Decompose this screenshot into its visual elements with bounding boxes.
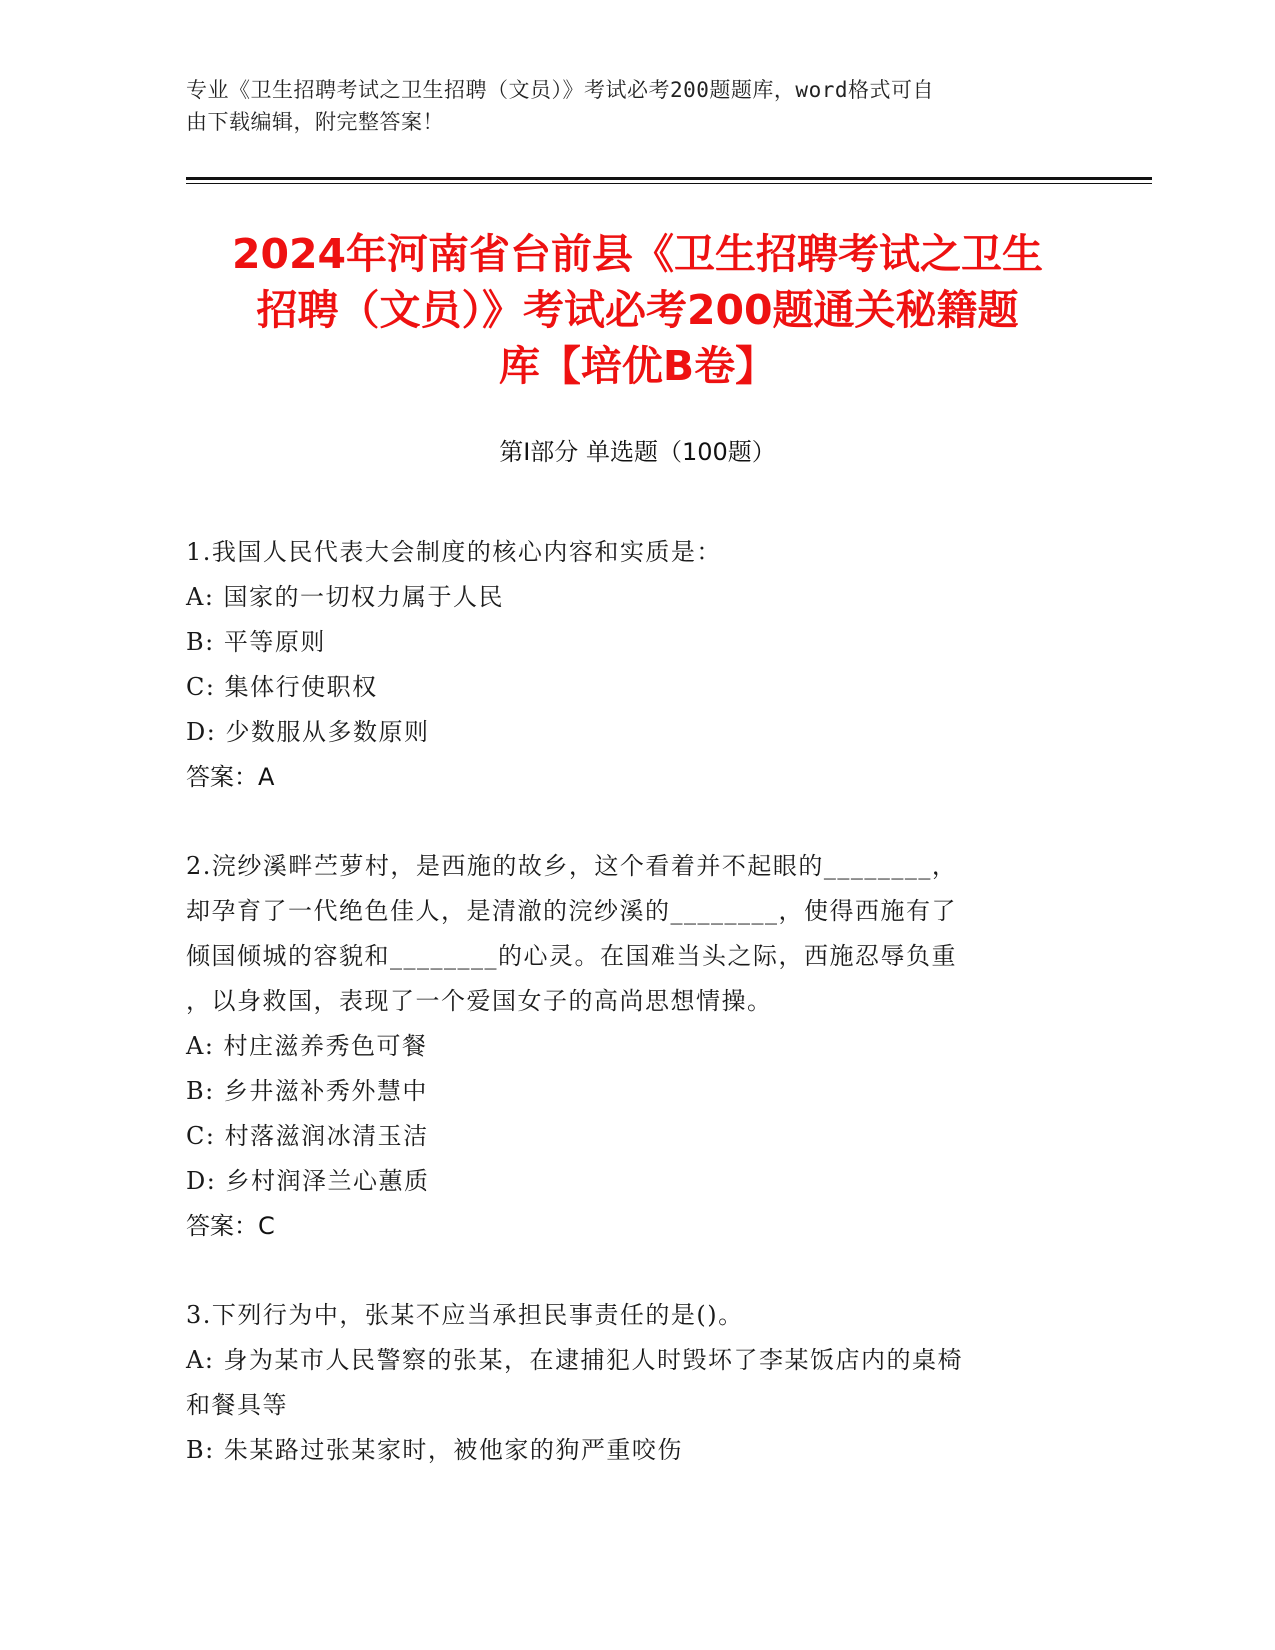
answer: 答案：A bbox=[186, 763, 275, 791]
question-stem: 1.我国人民代表大会制度的核心内容和实质是： bbox=[186, 538, 722, 566]
question-stem: 3.下列行为中，张某不应当承担民事责任的是()。 bbox=[186, 1301, 744, 1329]
document-title-line-1: 2024年河南省台前县《卫生招聘考试之卫生 bbox=[231, 230, 1044, 278]
document-title-line-2: 招聘（文员）》考试必考200题通关秘籍题 bbox=[256, 286, 1019, 334]
option-c: C: 村落滋润冰清玉洁 bbox=[186, 1122, 429, 1150]
header-note bbox=[186, 74, 1066, 138]
option-a: A: 身为某市人民警察的张某，在逮捕犯人时毁坏了李某饭店内的桌椅 bbox=[186, 1346, 964, 1374]
header-divider-thin bbox=[186, 183, 1152, 184]
header-note-line-1: 专业《卫生招聘考试之卫生招聘（文员）》考试必考200题题库，word格式可自 bbox=[186, 78, 934, 102]
option-c: C: 集体行使职权 bbox=[186, 673, 378, 701]
question-stem-line-4: ，以身救国，表现了一个爱国女子的高尚思想情操。 bbox=[186, 987, 773, 1015]
option-a: A: 村庄滋养秀色可餐 bbox=[186, 1032, 428, 1060]
question-stem-line-2: 却孕育了一代绝色佳人，是清澈的浣纱溪的________，使得西施有了 bbox=[186, 897, 957, 925]
document-title-line-3: 库【培优B卷】 bbox=[498, 342, 777, 390]
option-a-continued: 和餐具等 bbox=[186, 1391, 288, 1419]
section-title: 第Ⅰ部分 单选题（100题） bbox=[499, 438, 776, 466]
question-3 bbox=[186, 1293, 1066, 1473]
option-b: B: 朱某路过张某家时，被他家的狗严重咬伤 bbox=[186, 1436, 683, 1464]
option-a: A: 国家的一切权力属于人民 bbox=[186, 583, 505, 611]
question-stem-line-1: 2.浣纱溪畔苎萝村，是西施的故乡，这个看着并不起眼的________， bbox=[186, 852, 958, 880]
option-d: D: 乡村润泽兰心蕙质 bbox=[186, 1167, 430, 1195]
header-divider-thick bbox=[186, 177, 1152, 180]
option-b: B: 平等原则 bbox=[186, 628, 326, 656]
question-2 bbox=[186, 844, 1066, 1249]
option-d: D: 少数服从多数原则 bbox=[186, 718, 430, 746]
answer: 答案：C bbox=[186, 1212, 275, 1240]
document-title bbox=[180, 226, 1095, 394]
option-b: B: 乡井滋补秀外慧中 bbox=[186, 1077, 428, 1105]
header-note-line-2: 由下载编辑，附完整答案！ bbox=[186, 110, 444, 134]
question-list bbox=[186, 530, 1066, 1517]
question-stem-line-3: 倾国倾城的容貌和________的心灵。在国难当头之际，西施忍辱负重 bbox=[186, 942, 957, 970]
question-1 bbox=[186, 530, 1066, 800]
